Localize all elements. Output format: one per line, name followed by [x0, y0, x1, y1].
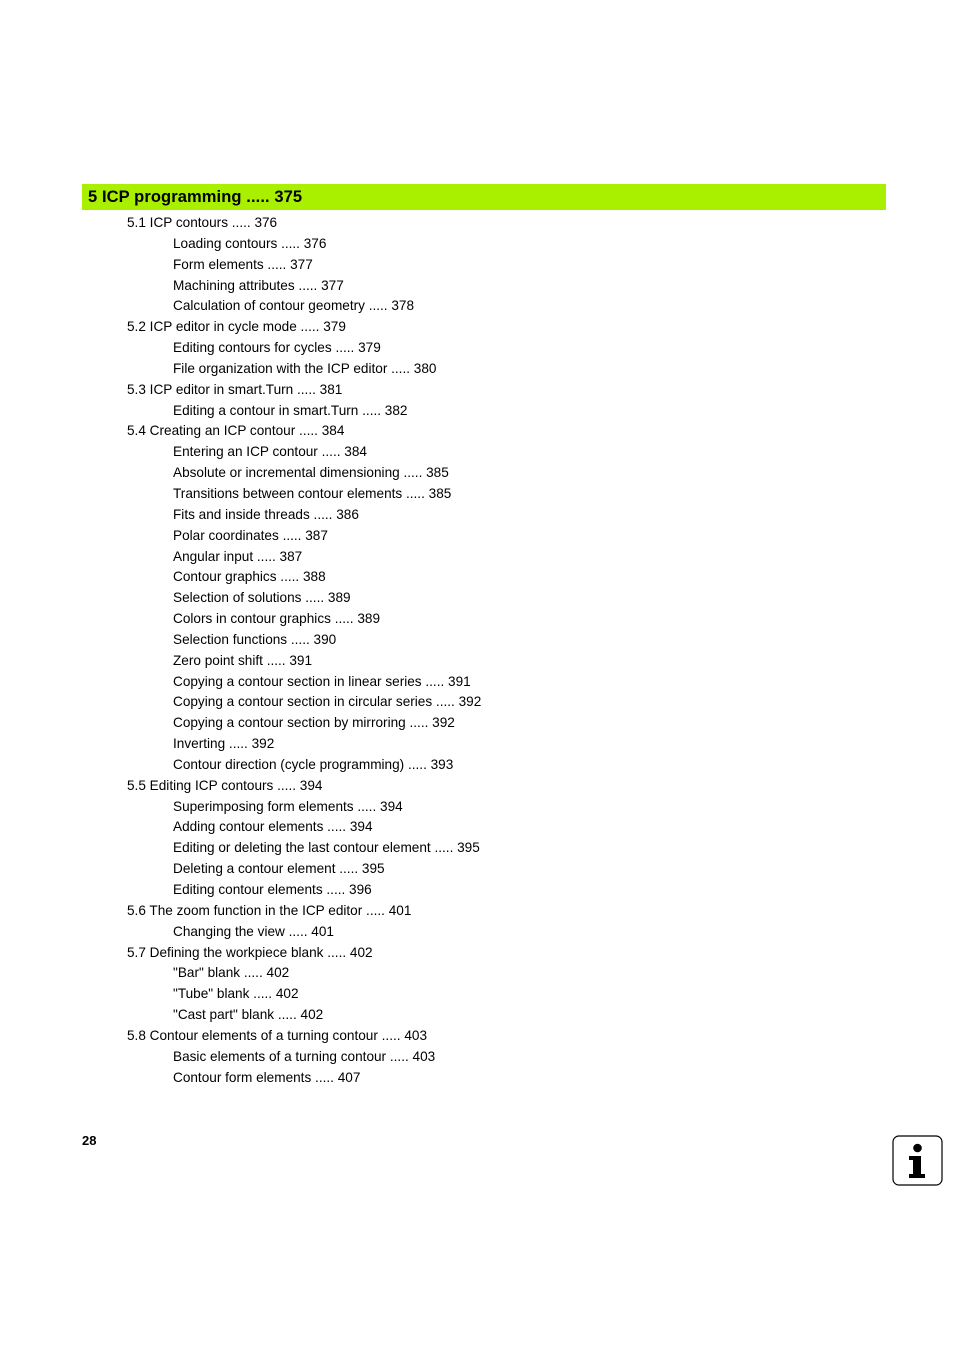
toc-subsection-entry[interactable]: Copying a contour section in linear series ..... 391: [173, 673, 471, 689]
toc-subsection-entry[interactable]: Inverting ..... 392: [173, 736, 275, 752]
toc-subsection-entry[interactable]: "Cast part" blank ..... 402: [173, 1007, 324, 1023]
toc-subsection-entry[interactable]: Entering an ICP contour ..... 384: [173, 444, 367, 460]
table-of-contents: [0, 213, 954, 1088]
toc-section-entry[interactable]: 5.5 Editing ICP contours ..... 394: [127, 777, 323, 793]
toc-section-entry[interactable]: 5.6 The zoom function in the ICP editor ..... 401: [127, 902, 412, 918]
toc-subsection-entry[interactable]: Contour form elements ..... 407: [173, 1069, 361, 1085]
toc-subsection-entry[interactable]: Superimposing form elements ..... 394: [173, 798, 403, 814]
page-number: 28: [82, 1133, 97, 1148]
toc-subsection-entry[interactable]: Editing contours for cycles ..... 379: [173, 340, 381, 356]
toc-subsection-entry[interactable]: Angular input ..... 387: [173, 548, 303, 564]
toc-subsection-entry[interactable]: Editing contour elements ..... 396: [173, 882, 372, 897]
toc-subsection-entry[interactable]: Fits and inside threads ..... 386: [173, 506, 359, 522]
toc-subsection-entry[interactable]: Contour graphics ..... 388: [173, 569, 326, 585]
toc-subsection-entry[interactable]: Loading contours ..... 376: [173, 235, 327, 251]
toc-subsection-entry[interactable]: Adding contour elements ..... 394: [173, 819, 373, 835]
toc-subsection-entry[interactable]: Form elements ..... 377: [173, 256, 313, 272]
toc-subsection-entry[interactable]: Editing a contour in smart.Turn ..... 382: [173, 402, 408, 418]
toc-subsection-entry[interactable]: Contour direction (cycle programming) ..... 393: [173, 756, 454, 772]
toc-subsection-entry[interactable]: "Bar" blank ..... 402: [173, 965, 290, 981]
toc-subsection-entry[interactable]: "Tube" blank ..... 402: [173, 986, 299, 1002]
toc-subsection-entry[interactable]: Transitions between contour elements ..... 385: [173, 485, 452, 501]
toc-subsection-entry[interactable]: Changing the view ..... 401: [173, 923, 334, 939]
toc-subsection-entry[interactable]: File organization with the ICP editor ..... 380: [173, 360, 437, 376]
toc-subsection-entry[interactable]: Copying a contour section in circular series ..... 392: [173, 694, 482, 710]
toc-subsection-entry[interactable]: Copying a contour section by mirroring ..... 392: [173, 715, 455, 731]
info-icon: [892, 1135, 943, 1186]
toc-subsection-entry[interactable]: Absolute or incremental dimensioning ..... 385: [173, 465, 449, 481]
toc-subsection-entry[interactable]: Selection of solutions ..... 389: [173, 590, 351, 606]
toc-section-entry[interactable]: 5.1 ICP contours ..... 376: [127, 215, 278, 230]
toc-subsection-entry[interactable]: Colors in contour graphics ..... 389: [173, 611, 381, 627]
toc-subsection-entry[interactable]: Machining attributes ..... 377: [173, 277, 344, 293]
toc-subsection-entry[interactable]: Selection functions ..... 390: [173, 631, 337, 647]
toc-section-entry[interactable]: 5.3 ICP editor in smart.Turn ..... 381: [127, 381, 343, 397]
toc-subsection-entry[interactable]: Basic elements of a turning contour ..... 403: [173, 1048, 436, 1064]
chapter-title: 5 ICP programming ..... 375: [88, 188, 303, 206]
toc-section-entry[interactable]: 5.4 Creating an ICP contour ..... 384: [127, 423, 345, 439]
toc-subsection-entry[interactable]: Zero point shift ..... 391: [173, 652, 313, 668]
toc-subsection-entry[interactable]: Calculation of contour geometry ..... 378: [173, 298, 415, 314]
toc-section-entry[interactable]: 5.7 Defining the workpiece blank ..... 402: [127, 944, 373, 960]
toc-subsection-entry[interactable]: Polar coordinates ..... 387: [173, 527, 328, 543]
chapter-heading[interactable]: [82, 184, 886, 210]
toc-section-entry[interactable]: 5.2 ICP editor in cycle mode ..... 379: [127, 319, 346, 335]
toc-subsection-entry[interactable]: Deleting a contour element ..... 395: [173, 861, 385, 877]
toc-subsection-entry[interactable]: Editing or deleting the last contour element ..... 395: [173, 840, 480, 856]
toc-section-entry[interactable]: 5.8 Contour elements of a turning contour ..... 403: [127, 1027, 427, 1043]
